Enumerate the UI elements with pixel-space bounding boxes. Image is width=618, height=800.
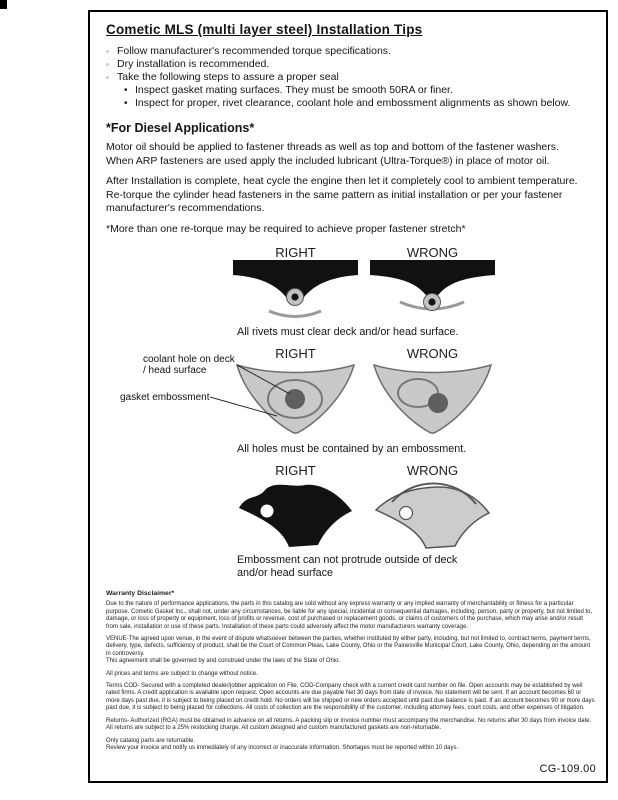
- diagram-caption: All holes must be contained by an embossment.: [237, 443, 467, 455]
- diagram-panels: [233, 260, 592, 322]
- open-bullet-icon: ◦: [106, 73, 109, 82]
- gasket-embossment-annotation: gasket embossment: [120, 392, 210, 403]
- warranty-paragraph: VENUE-The agreed upon venue, in the event of dispute whatsoever between the parties, whether instituted by either party, including, but not limited to, contract terms, payment terms, delivery, type, defects, sufficiency of product, shall be the Court of Common Pleas, Lake County, Ohio or the Painesville Municipal Court, Lake County, Ohio, depending on the amount in controversy.: [106, 636, 591, 657]
- protrusion-right-diagram: [233, 478, 358, 550]
- list-item: [106, 58, 592, 71]
- diagram-panels: [233, 478, 592, 550]
- page-title: Cometic MLS (multi layer steel) Installation Tips: [106, 22, 423, 37]
- list-item: [106, 45, 592, 58]
- warranty-section: [106, 590, 596, 752]
- tip-text: Follow manufacturer's recommended torque specifications.: [117, 45, 391, 57]
- tips-list: [106, 45, 592, 110]
- diagram-panels: [233, 361, 592, 439]
- retorque-note: *More than one re-torque may be required to achieve proper fastener stretch*: [106, 222, 466, 235]
- warranty-paragraph: Terms COD- Secured with a completed dealer/jobber application on File, COD-Company check with a current credit card number on file. Open accounts may be established by well rated firms. A credit application is available upon request. Open accounts are due payable Net 30 days from date of invoice. No statement will be sent. If an account becomes 60 or more days past due, it is subject to being placed on credit hold. No orders will be shipped or new orders accepted until past due balance is paid. If an account becomes 90 or more days past due, it is subject to being placed for collections. All costs of collection are the responsibility of the customer, including attorney fees, court costs, and other expenses of litigation.: [106, 683, 595, 712]
- tip-text: Dry installation is recommended.: [117, 58, 270, 70]
- protrusion-wrong-diagram: [370, 478, 495, 550]
- warranty-paragraph: Only catalog parts are returnable.: [106, 737, 196, 744]
- open-bullet-icon: ◦: [106, 47, 109, 56]
- tip-text: Inspect gasket mating surfaces. They must be smooth 50RA or finer.: [135, 84, 453, 96]
- diagram-caption: Embossment can not protrude outside of deck and/or head surface: [237, 554, 458, 579]
- diesel-heading: *For Diesel Applications*: [106, 121, 255, 135]
- rivet-right-diagram: [233, 260, 358, 322]
- coolant-hole-annotation: coolant hole on deck / head surface: [143, 354, 235, 376]
- warranty-heading: Warranty Disclaimer*: [106, 590, 175, 597]
- right-label: RIGHT: [275, 245, 316, 260]
- diagram-row-protrusion: [106, 463, 592, 580]
- warranty-paragraph: Due to the nature of performance applications, the parts in this catalog are sold without any express warranty or any implied warranty of merchantability or fitness for a particular purpose. Cometic Gasket Inc., shall not, under any circumstances, be liable for any special, incidental or consequential damages, including, person, party or property, but not limited to, damage, or loss of property or equipment, loss of profits or revenue, cost of purchased or replacement goods, or claims of customers of the purchase, which may arise and/or result from sale, installation or use of these parts. Installation of these parts could adversely affect the motor manufacturers warranty coverage.: [106, 601, 593, 630]
- wrong-label: WRONG: [406, 245, 459, 260]
- diesel-paragraph-1: Motor oil should be applied to fastener threads as well as top and bottom of the fastener washers. When ARP fasteners are used apply the included lubricant (Ultra-Torque®) in place of motor oil.: [106, 141, 559, 167]
- list-item: [106, 71, 592, 84]
- list-item: [106, 84, 592, 97]
- document-sheet: [88, 10, 608, 783]
- embossment-right-diagram: [233, 361, 358, 439]
- list-item: [106, 97, 592, 110]
- page-code: CG-109.00: [539, 763, 596, 775]
- tip-text: Take the following steps to assure a proper seal: [117, 71, 339, 83]
- rivet-wrong-diagram: [370, 260, 495, 322]
- diesel-section: [106, 121, 592, 236]
- warranty-paragraph: Review your invoice and notify us immediately of any incorrect or inaccurate information. Shortages must be reported within 10 days.: [106, 744, 459, 751]
- wrong-label: WRONG: [406, 463, 459, 478]
- tip-text: Inspect for proper, rivet clearance, coolant hole and embossment alignments as shown below.: [135, 97, 571, 109]
- diagram-labels: [233, 463, 592, 478]
- open-bullet-icon: ◦: [106, 60, 109, 69]
- diagram-labels: [233, 245, 592, 260]
- diagrams-section: [106, 245, 592, 580]
- warranty-paragraph: Returns- Authorized (RGA) must be obtained in advance on all returns. A packing slip or invoice number must accompany the merchandise. No returns after 30 days from invoice date. All returns are subject to a 25% restocking charge. All custom designed and custom manufactured gaskets are non-returnable.: [106, 717, 592, 732]
- filled-bullet-icon: •: [124, 85, 128, 96]
- warranty-paragraph: This agreement shall be governed by and construed under the laws of the State of Ohio.: [106, 658, 341, 665]
- diagram-row-embossment: [106, 346, 592, 456]
- diagram-caption: All rivets must clear deck and/or head surface.: [237, 326, 459, 338]
- diesel-paragraph-2: After Installation is complete, heat cycle the engine then let it completely cool to ambient temperature. Re-torque the cylinder head fasteners in the same pattern as initial installation or per your fastener manufacturer's recommendations.: [106, 175, 578, 214]
- diagram-row-rivets: [106, 245, 592, 339]
- right-label: RIGHT: [275, 463, 316, 478]
- scan-artifact: [0, 0, 7, 9]
- filled-bullet-icon: •: [124, 98, 128, 109]
- warranty-paragraph: All prices and terms are subject to change without notice.: [106, 670, 258, 677]
- embossment-wrong-diagram: [370, 361, 495, 439]
- right-label: RIGHT: [275, 346, 316, 361]
- diagram-labels: [233, 346, 592, 361]
- wrong-label: WRONG: [406, 346, 459, 361]
